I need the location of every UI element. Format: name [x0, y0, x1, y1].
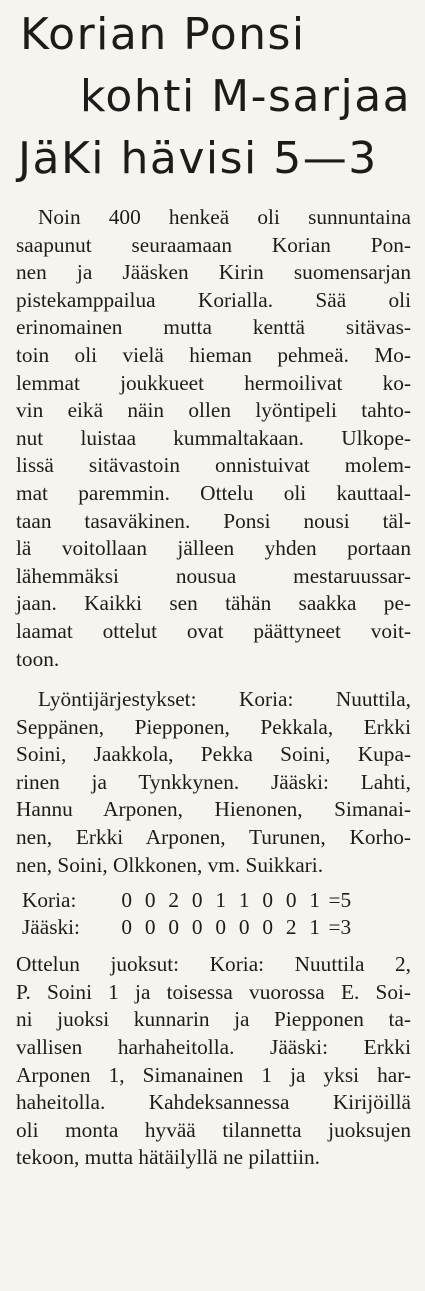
text-line: nen, Erkki Arponen, Turunen, Korho- — [16, 825, 411, 850]
text-line: lä voitollaan jälleen yhden portaan — [16, 536, 411, 561]
inning-score: 0 — [168, 915, 180, 940]
text-line: laamat ottelut ovat päättyneet voit- — [16, 618, 411, 643]
inning-score: 0 — [144, 888, 156, 913]
paragraph-match-report — [16, 204, 411, 673]
text-line: taan tasaväkinen. Ponsi nousi täl- — [16, 508, 411, 533]
text-line: vallisen harhaheitolla. Jääski: Erkki — [16, 1035, 411, 1060]
text-line: nen ja Jääsken Kirin suomensarjan — [16, 260, 411, 285]
team-name: Koria: — [22, 888, 77, 913]
inning-score: 0 — [121, 915, 133, 940]
text-line: saapunut seuraamaan Korian Pon- — [16, 232, 411, 257]
inning-score: 0 — [144, 915, 156, 940]
inning-score: 0 — [215, 915, 227, 940]
inning-score: 1 — [309, 888, 321, 913]
text-line: Arponen 1, Simanainen 1 ja yksi har- — [16, 1062, 411, 1087]
inning-score: 0 — [121, 888, 133, 913]
text-line: ni juoksi kunnarin ja Piepponen ta- — [16, 1007, 411, 1032]
text-line: mat paremmin. Ottelu oli kauttaal- — [16, 480, 411, 505]
text-line: nen, Soini, Olkkonen, vm. Suikkari. — [16, 852, 324, 877]
innings — [115, 914, 327, 941]
score-row-koria — [22, 887, 411, 914]
headline-line-2: kohti M-sarjaa — [80, 71, 412, 122]
text-line: Seppänen, Piepponen, Pekkala, Erkki — [16, 714, 411, 739]
inning-score: 0 — [191, 915, 203, 940]
article-body — [16, 204, 411, 1172]
innings — [115, 887, 327, 914]
text-line: tekoon, mutta hätäilyllä ne pilattiin. — [16, 1145, 321, 1170]
inning-score: 2 — [168, 888, 180, 913]
total-score: =5 — [328, 888, 352, 913]
text-line: toin oli vielä hieman pehmeä. Mo- — [16, 342, 411, 367]
inning-score: 1 — [215, 888, 227, 913]
text-line: Soini, Jaakkola, Pekka Soini, Kupa- — [16, 742, 411, 767]
text-line: lissä sitävastoin onnistuivat molem- — [16, 453, 411, 478]
paragraph-runs — [16, 951, 411, 1172]
team-name: Jääski: — [22, 915, 80, 940]
text-line: Ottelun juoksut: Koria: Nuuttila 2, — [16, 952, 411, 977]
text-line: vin eikä näin ollen lyöntipeli tahto- — [16, 398, 411, 423]
paragraph-batting-orders — [16, 686, 411, 879]
text-line: Hannu Arponen, Hienonen, Simanai- — [16, 797, 411, 822]
inning-score: 0 — [262, 915, 274, 940]
headline — [16, 4, 411, 190]
text-line: jaan. Kaikki sen tähän saakka pe- — [16, 591, 411, 616]
score-table — [22, 887, 411, 941]
text-line: lähemmäksi nousua mestaruussar- — [16, 563, 411, 588]
inning-score: 0 — [191, 888, 203, 913]
total-score: =3 — [328, 915, 352, 940]
text-line: erinomainen mutta kenttä sitävas- — [16, 315, 411, 340]
text-line: oli monta hyvää tilannetta juoksujen — [16, 1117, 411, 1142]
inning-score: 1 — [309, 915, 321, 940]
text-line: P. Soini 1 ja toisessa vuorossa E. Soi- — [16, 979, 411, 1004]
text-line: toon. — [16, 646, 60, 671]
text-line: Noin 400 henkeä oli sunnuntaina — [38, 205, 411, 229]
text-line: Lyöntijärjestykset: Koria: Nuuttila, — [38, 687, 411, 712]
text-line: rinen ja Tynkkynen. Jääski: Lahti, — [16, 769, 411, 794]
text-line: haheitolla. Kahdeksannessa Kirijöillä — [16, 1090, 411, 1115]
inning-score: 1 — [238, 888, 250, 913]
text-line: nut luistaa kummaltakaan. Ulkope- — [16, 425, 411, 450]
headline-line-1: Korian Ponsi — [20, 9, 306, 60]
inning-score: 0 — [285, 888, 297, 913]
inning-score: 0 — [238, 915, 250, 940]
text-line: lemmat joukkueet hermoilivat ko- — [16, 370, 411, 395]
inning-score: 2 — [285, 915, 297, 940]
score-row-jaaski — [22, 914, 411, 941]
headline-line-3: JäKi hävisi 5—3 — [18, 133, 378, 184]
inning-score: 0 — [262, 888, 274, 913]
text-line: pistekamppailua Korialla. Sää oli — [16, 287, 411, 312]
